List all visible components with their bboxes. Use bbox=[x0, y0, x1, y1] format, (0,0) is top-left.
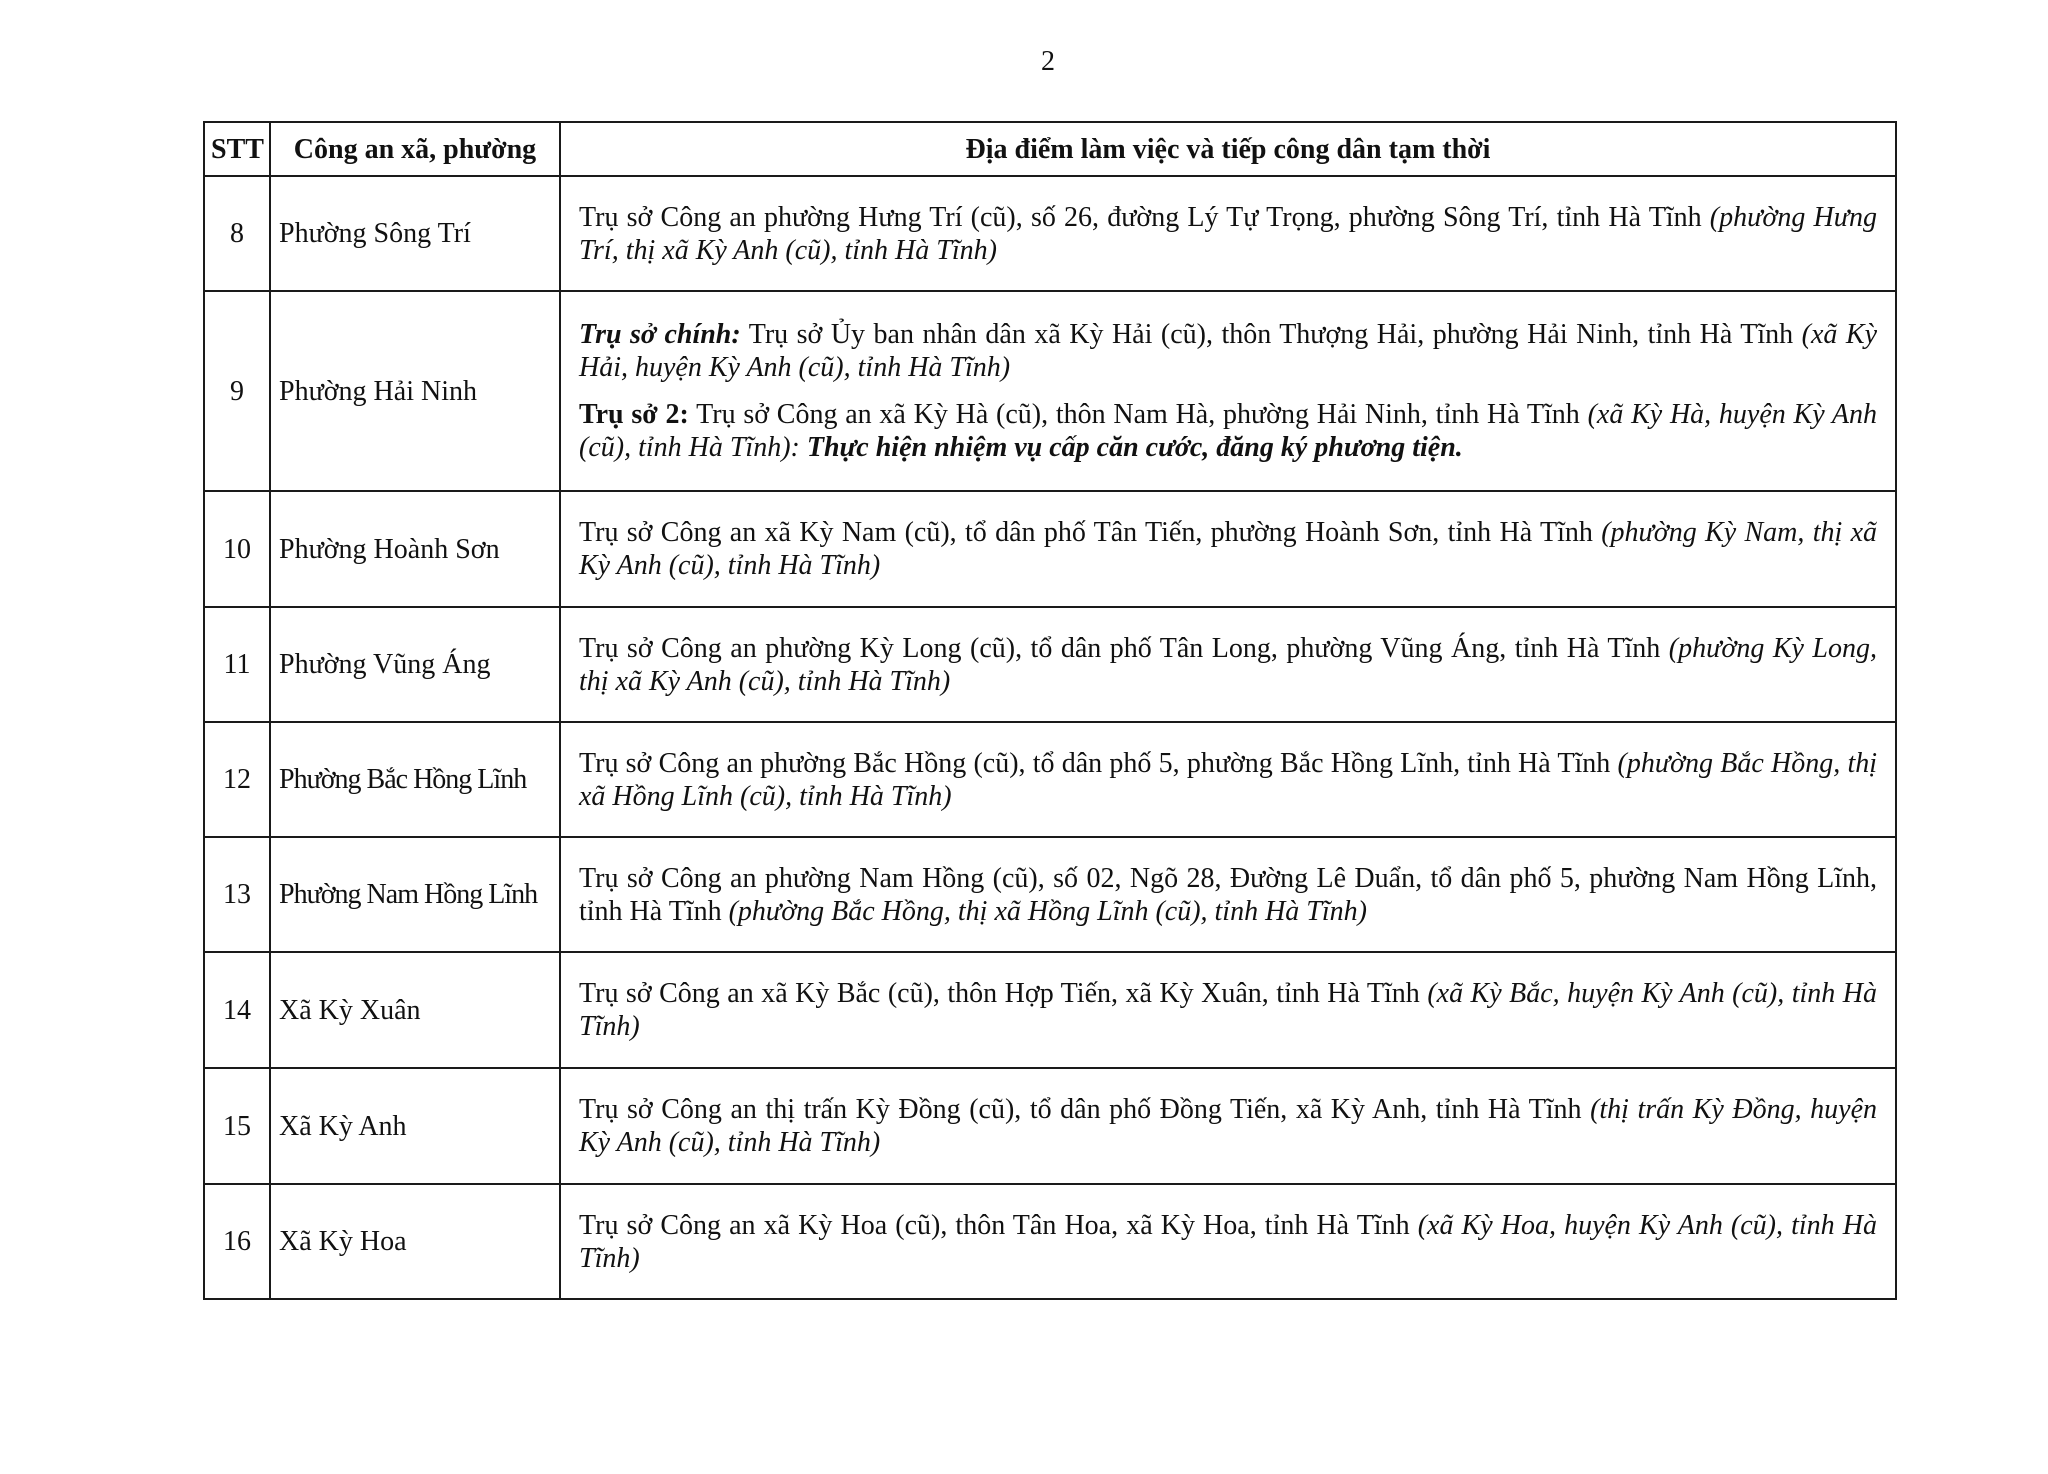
address-text: Trụ sở Công an phường Hưng Trí (cũ), số 26, đường Lý Tự Trọng, phường Sông Trí, tỉnh Hà Tĩnh bbox=[579, 201, 1702, 233]
address-text-2: Trụ sở Công an xã Kỳ Hà (cũ), thôn Nam Hà, phường Hải Ninh, tỉnh Hà Tĩnh bbox=[696, 399, 1580, 430]
header-unit: Công an xã, phường bbox=[270, 122, 560, 176]
row-stt: 13 bbox=[204, 837, 270, 952]
address-text: Trụ sở Công an xã Kỳ Nam (cũ), tổ dân phố Tân Tiến, phường Hoành Sơn, tỉnh Hà Tĩnh bbox=[579, 517, 1593, 548]
address-text: Trụ sở Công an phường Kỳ Long (cũ), tổ dân phố Tân Long, phường Vũng Áng, tỉnh Hà Tĩnh bbox=[579, 632, 1661, 664]
row-address bbox=[560, 607, 1896, 722]
row-address bbox=[560, 952, 1896, 1068]
table-row bbox=[204, 491, 1896, 607]
address-note: (xã Kỳ Hải, huyện Kỳ Anh (cũ), tỉnh Hà Tĩnh) bbox=[579, 319, 1878, 383]
row-unit: Xã Kỳ Anh bbox=[270, 1068, 560, 1184]
row-stt: 8 bbox=[204, 176, 270, 291]
address-note: (xã Kỳ Hoa, huyện Kỳ Anh (cũ), tỉnh Hà Tĩnh) bbox=[579, 1209, 1877, 1274]
address-note: (xã Kỳ Bắc, huyện Kỳ Anh (cũ), tỉnh Hà Tĩnh) bbox=[579, 978, 1878, 1042]
main-office-paragraph bbox=[579, 318, 1877, 384]
table-row bbox=[204, 291, 1896, 491]
row-unit: Phường Vũng Áng bbox=[270, 607, 560, 722]
row-stt: 9 bbox=[204, 291, 270, 491]
row-address bbox=[560, 491, 1896, 607]
row-unit: Phường Nam Hồng Lĩnh bbox=[270, 837, 560, 952]
row-address bbox=[560, 176, 1896, 291]
row-address bbox=[560, 291, 1896, 491]
row-unit: Phường Sông Trí bbox=[270, 176, 560, 291]
address-note: (thị trấn Kỳ Đồng, huyện Kỳ Anh (cũ), tỉnh Hà Tĩnh) bbox=[579, 1094, 1878, 1158]
row-unit: Phường Bắc Hồng Lĩnh bbox=[270, 722, 560, 837]
address-text: Trụ sở Công an phường Nam Hồng (cũ), số 02, Ngõ 28, Đường Lê Duẩn, tổ dân phố 5, phường Nam Hồng Lĩnh, tỉnh Hà Tĩnh bbox=[579, 862, 1877, 927]
main-office-label: Trụ sở chính: bbox=[579, 319, 741, 350]
row-unit: Xã Kỳ Xuân bbox=[270, 952, 560, 1068]
page-number: 2 bbox=[1041, 46, 1055, 77]
second-office-paragraph bbox=[579, 398, 1877, 464]
second-office-label: Trụ sở 2: bbox=[579, 399, 689, 430]
police-office-table bbox=[203, 121, 1897, 1300]
row-address bbox=[560, 1184, 1896, 1299]
table-row bbox=[204, 952, 1896, 1068]
address-text: Trụ sở Công an thị trấn Kỳ Đồng (cũ), tổ dân phố Đồng Tiến, xã Kỳ Anh, tỉnh Hà Tĩnh bbox=[579, 1094, 1582, 1125]
row-unit: Phường Hoành Sơn bbox=[270, 491, 560, 607]
address-note-2: (xã Kỳ Hà, huyện Kỳ Anh (cũ), tỉnh Hà Tĩnh) bbox=[579, 399, 1878, 463]
row-stt: 14 bbox=[204, 952, 270, 1068]
table-row bbox=[204, 837, 1896, 952]
row-address bbox=[560, 1068, 1896, 1184]
row-address bbox=[560, 837, 1896, 952]
header-stt: STT bbox=[204, 122, 270, 176]
address-note: (phường Hưng Trí, thị xã Kỳ Anh (cũ), tỉnh Hà Tĩnh) bbox=[579, 201, 1878, 266]
address-text: Trụ sở Ủy ban nhân dân xã Kỳ Hải (cũ), thôn Thượng Hải, phường Hải Ninh, tỉnh Hà Tĩnh bbox=[748, 319, 1794, 350]
address-text: Trụ sở Công an phường Bắc Hồng (cũ), tổ dân phố 5, phường Bắc Hồng Lĩnh, tỉnh Hà Tĩnh bbox=[579, 747, 1611, 779]
task-separator: : bbox=[790, 432, 800, 463]
address-text: Trụ sở Công an xã Kỳ Hoa (cũ), thôn Tân Hoa, xã Kỳ Hoa, tỉnh Hà Tĩnh bbox=[579, 1209, 1410, 1241]
row-stt: 16 bbox=[204, 1184, 270, 1299]
table-header-row bbox=[204, 122, 1896, 176]
table-row bbox=[204, 607, 1896, 722]
task-text: Thực hiện nhiệm vụ cấp căn cước, đăng ký phương tiện. bbox=[806, 432, 1463, 463]
address-note: (phường Kỳ Nam, thị xã Kỳ Anh (cũ), tỉnh Hà Tĩnh) bbox=[579, 517, 1878, 581]
row-stt: 12 bbox=[204, 722, 270, 837]
address-note: (phường Kỳ Long, thị xã Kỳ Anh (cũ), tỉnh Hà Tĩnh) bbox=[579, 632, 1877, 697]
address-note: (phường Bắc Hồng, thị xã Hồng Lĩnh (cũ), tỉnh Hà Tĩnh) bbox=[728, 895, 1367, 927]
table-row bbox=[204, 1068, 1896, 1184]
table-row bbox=[204, 1184, 1896, 1299]
address-text: Trụ sở Công an xã Kỳ Bắc (cũ), thôn Hợp Tiến, xã Kỳ Xuân, tỉnh Hà Tĩnh bbox=[579, 978, 1420, 1009]
row-unit: Xã Kỳ Hoa bbox=[270, 1184, 560, 1299]
header-address: Địa điểm làm việc và tiếp công dân tạm thời bbox=[560, 122, 1896, 176]
row-stt: 15 bbox=[204, 1068, 270, 1184]
row-stt: 11 bbox=[204, 607, 270, 722]
table-row bbox=[204, 176, 1896, 291]
row-unit: Phường Hải Ninh bbox=[270, 291, 560, 491]
address-note: (phường Bắc Hồng, thị xã Hồng Lĩnh (cũ), tỉnh Hà Tĩnh) bbox=[579, 747, 1878, 812]
table-row bbox=[204, 722, 1896, 837]
row-address bbox=[560, 722, 1896, 837]
row-stt: 10 bbox=[204, 491, 270, 607]
